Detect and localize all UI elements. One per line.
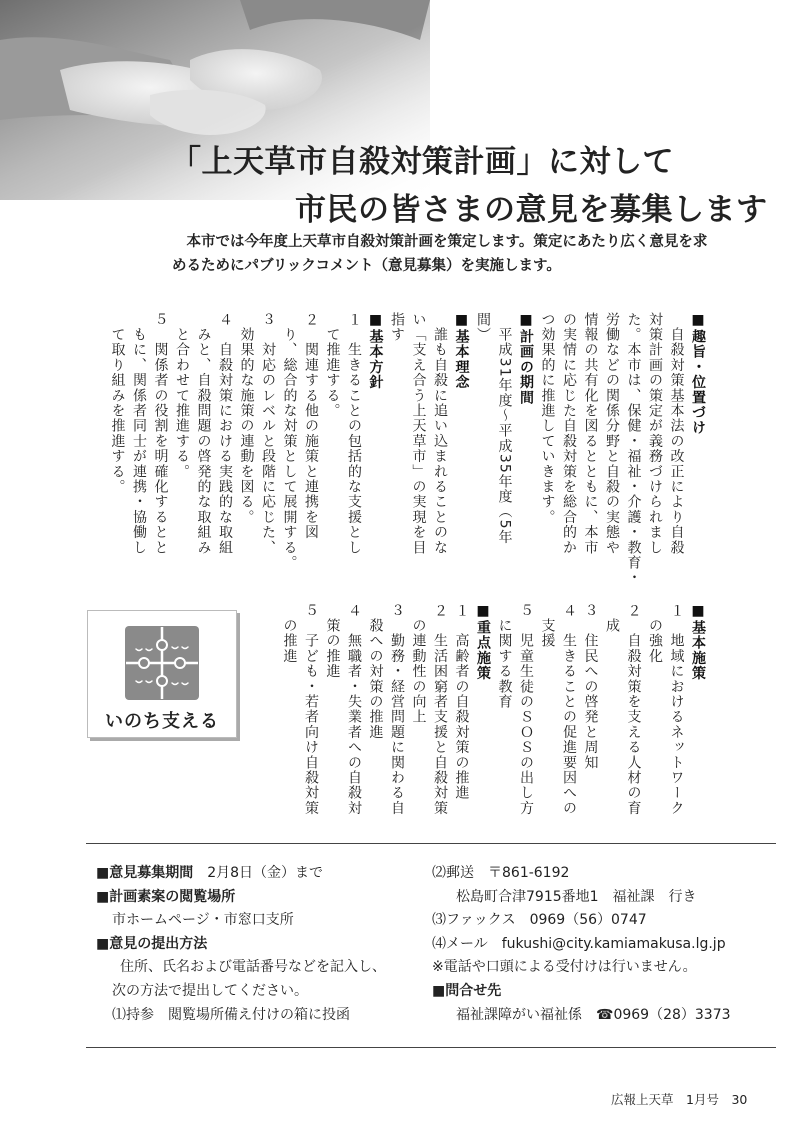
method-mail: ⑵郵送 〒861-6192: [432, 865, 570, 881]
text-column: て推進する。: [324, 312, 341, 419]
text-column: ５ 子ども・若者向け自殺対策: [303, 603, 319, 816]
intro-line: 本市では今年度上天草市自殺対策計画を策定します。策定にあたり広く意見を求: [172, 234, 708, 250]
text-column: り、総合的な対策として展開する。: [281, 312, 298, 571]
info-left-column: [96, 862, 386, 1027]
period-value: 2月8日（金）まで: [207, 865, 324, 881]
lower-vertical-text: [278, 603, 708, 853]
period-heading: ■意見募集期間: [96, 865, 194, 881]
submit-text: 次の方法で提出してください。: [112, 982, 308, 999]
text-column: の連動性の向上: [410, 603, 427, 725]
text-column: 策の推進: [324, 603, 341, 679]
method-fax: ⑶ファックス 0969（56）0747: [432, 912, 647, 929]
section-heading: ■重点施策: [475, 603, 491, 681]
text-column: ４ 生きることの促進要因への: [561, 603, 577, 816]
text-column: て取り組みを推進する。: [109, 312, 126, 495]
text-column: 労働などの関係分野と自殺の実態や: [604, 312, 620, 556]
text-column: みと、自殺問題の啓発的な取組み: [195, 312, 212, 556]
text-column: 効果的な施策の連動を図る。: [238, 312, 255, 525]
text-column: １ 地域におけるネットワーク: [668, 603, 685, 816]
viewing-value: 市ホームページ・市窓口支所: [112, 912, 294, 929]
text-column: ３ 対応のレベルと段階に応じた、: [260, 312, 276, 556]
text-column: ４ 自殺対策における実践的な取組: [217, 312, 233, 556]
upper-vertical-text: [106, 312, 708, 586]
text-column: ３ 住民への啓発と周知: [582, 603, 599, 771]
mail-address: 松島町合津7915番地1 福祉課 行き: [456, 888, 697, 905]
text-column: ２ 自殺対策を支える人材の育: [625, 603, 642, 816]
text-column: 成: [604, 603, 620, 634]
section-heading: ■基本理念: [453, 312, 470, 390]
text-column: ３ 勤務・経営問題に関わる自: [389, 603, 405, 816]
text-column: １ 高齢者の自殺対策の推進: [453, 603, 470, 801]
text-column: 対策計画の策定が義務づけられまし: [647, 312, 663, 556]
page-title-line1: 「上天草市自殺対策計画」に対して: [170, 144, 674, 180]
info-right-column: [432, 862, 731, 1027]
text-column: の強化: [647, 603, 663, 664]
text-column: もに、関係者同士が連携・協働し: [131, 312, 147, 556]
section-heading: ■計画の期間: [518, 312, 534, 406]
section-heading: ■基本施策: [690, 603, 706, 681]
method-email: ⑷メール fukushi@city.kamiamakusa.lg.jp: [432, 935, 726, 952]
contact-heading: ■問合せ先: [432, 982, 502, 999]
section-heading: ■基本方針: [367, 312, 384, 390]
text-column: た。本市は、保健・福祉・介護・教育・: [625, 312, 642, 586]
submit-heading: ■意見の提出方法: [96, 935, 208, 952]
intro-paragraph: [172, 230, 762, 278]
page-title-line2: 市民の皆さまの意見を募集します: [295, 192, 768, 228]
text-column: 指す: [389, 312, 405, 343]
intro-line: めるためにパブリックコメント（意見募集）を実施します。: [172, 258, 561, 274]
section-heading: ■趣旨・位置づけ: [690, 312, 706, 436]
text-column: 支援: [539, 603, 556, 649]
text-column: 情報の共有化を図るとともに、本市: [582, 312, 599, 556]
text-column: ５ 関係者の役割を明確化するとと: [152, 312, 169, 556]
text-column: に関する教育: [496, 603, 513, 710]
text-column: ５ 児童生徒のＳＯＳの出し方: [518, 603, 534, 816]
divider-bottom: [86, 1047, 776, 1048]
text-column: 間）: [475, 312, 491, 343]
contact-value: 福祉課障がい福祉係 ☎0969（28）3373: [456, 1006, 731, 1023]
submit-text: 住所、氏名および電話番号などを記入し、: [120, 959, 386, 976]
footer-page-info: 広報上天草 1月号 30: [611, 1092, 748, 1107]
text-column: 殺への対策の推進: [367, 603, 384, 740]
text-column: １ 生きることの包括的な支援とし: [346, 312, 362, 556]
text-column: ４ 無職者・失業者への自殺対: [346, 603, 362, 816]
text-column: 平成31年度〜平成35年度（5年: [496, 312, 513, 545]
text-column: と合わせて推進する。: [174, 312, 190, 480]
puzzle-faces-icon: [124, 625, 200, 705]
text-column: の推進: [281, 603, 298, 664]
inochi-sasaeru-badge: [87, 610, 237, 738]
viewing-heading: ■計画素案の閲覧場所: [96, 888, 236, 905]
phone-note: ※電話や口頭による受付けは行いません。: [432, 959, 697, 976]
text-column: ２ 生活困窮者支援と自殺対策: [432, 603, 448, 816]
method-bring: ⑴持参 閲覧場所備え付けの箱に投函: [112, 1006, 350, 1023]
badge-label: いのち支える: [105, 711, 219, 732]
text-column: つ効果的に推進していきます。: [539, 312, 556, 525]
text-column: の実情に応じた自殺対策を総合的か: [561, 312, 577, 556]
divider-top: [86, 843, 776, 844]
text-column: ２ 関連する他の施策と連携を図: [303, 312, 319, 540]
text-column: 誰も自殺に追い込まれることのな: [432, 312, 448, 556]
text-column: い「支え合う上天草市」の実現を目: [410, 312, 427, 556]
text-column: 自殺対策基本法の改正により自殺: [668, 312, 685, 556]
